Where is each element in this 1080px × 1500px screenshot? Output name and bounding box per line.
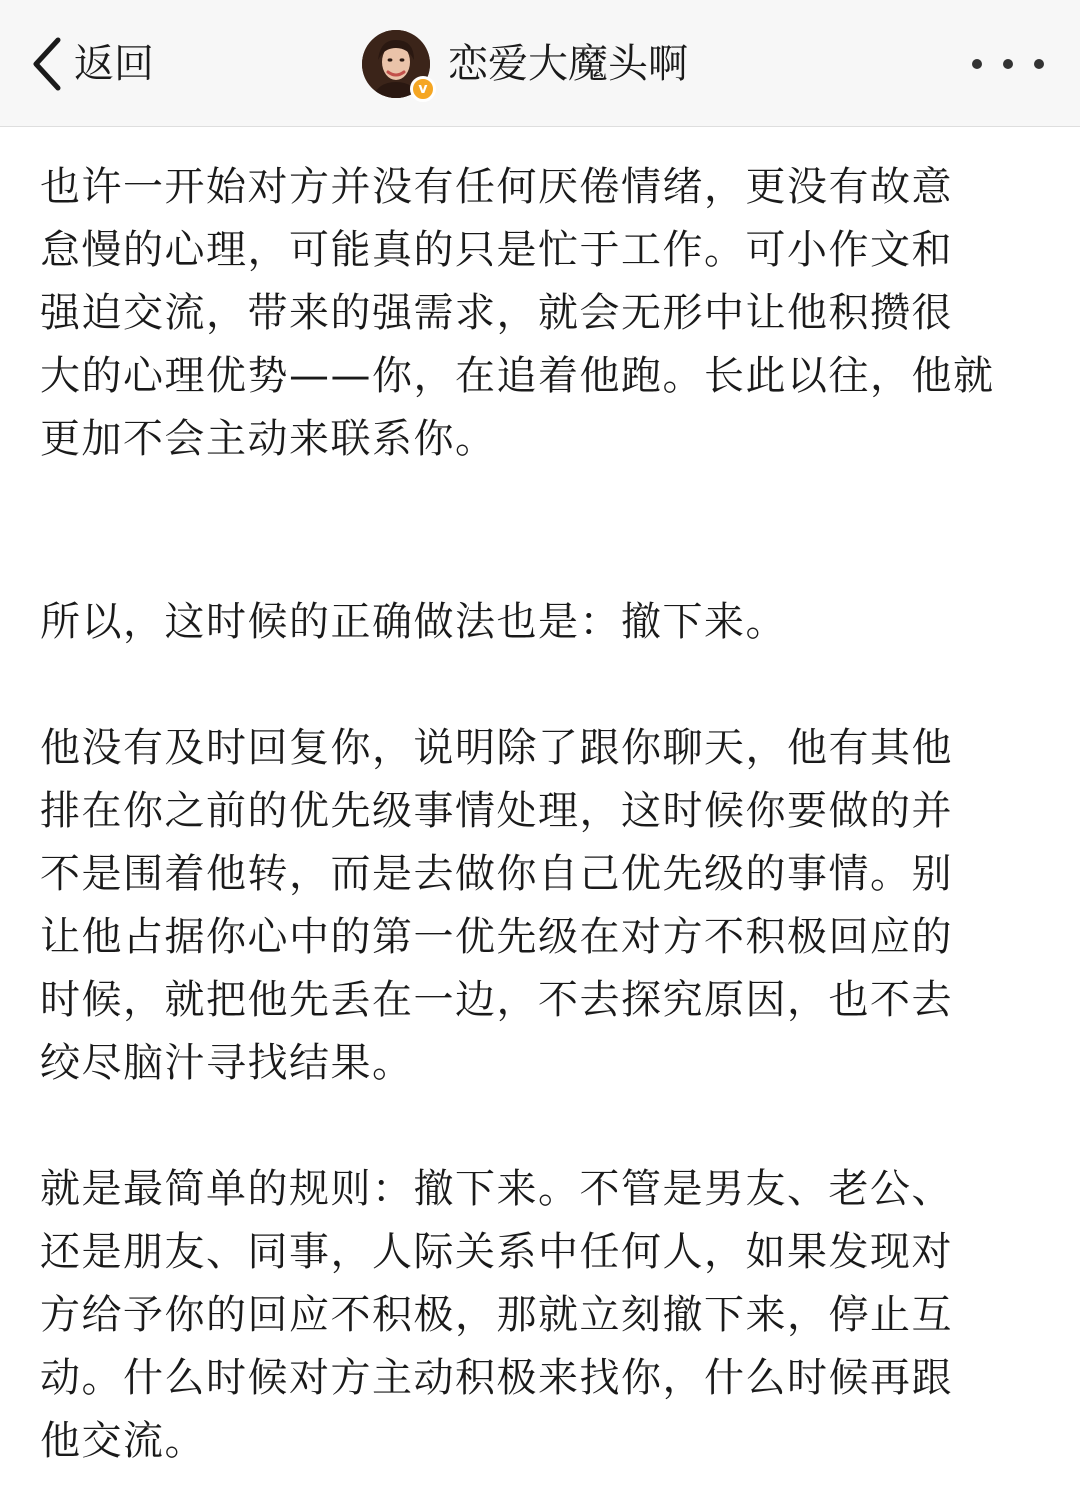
verified-badge-icon: v (410, 76, 436, 102)
more-dots-icon (972, 59, 982, 69)
avatar[interactable] (362, 30, 430, 98)
more-dots-icon (1003, 59, 1013, 69)
post-author[interactable] (362, 28, 688, 100)
post-article (40, 156, 1050, 1473)
username[interactable]: 恋爱大魔头啊 (448, 41, 688, 87)
back-button[interactable] (30, 30, 154, 98)
chevron-left-icon (30, 36, 64, 92)
article-paragraph: 也许一开始对方并没有任何厌倦情绪，更没有故意 怠慢的心理，可能真的只是忙于工作。可小作文和 强迫交流，带来的强需求，就会无形中让他积攒很 大的心理优势——你，在追着他跑。长此以往，他就 更加不会主动来联系你。 (40, 164, 995, 462)
more-button[interactable] (972, 44, 1044, 84)
top-navigation-bar (0, 0, 1080, 127)
back-label: 返回 (74, 41, 154, 87)
article-paragraph: 就是最简单的规则：撤下来。不管是男友、老公、 还是朋友、同事，人际关系中任何人，如果发现对 方给予你的回应不积极，那就立刻撤下来，停止互 动。什么时候对方主动积极来找你，什么时候再跟 他交流。 (40, 1166, 953, 1464)
more-dots-icon (1034, 59, 1044, 69)
article-paragraph: 所以，这时候的正确做法也是：撤下来。 (40, 599, 787, 645)
article-paragraph: 他没有及时回复你，说明除了跟你聊天，他有其他 排在你之前的优先级事情处理，这时候你要做的并 不是围着他转，而是去做你自己优先级的事情。别 让他占据你心中的第一优先级在对方不积极回应的 时候，就把他先丢在一边，不去探究原因，也不去 绞尽脑汁寻找结果。 (40, 725, 953, 1086)
